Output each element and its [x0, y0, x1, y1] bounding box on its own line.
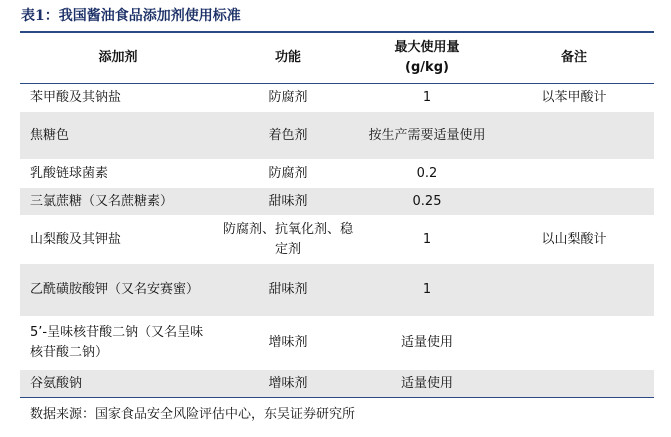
cell-function: 增味剂: [216, 317, 360, 370]
cell-function: 甜味剂: [216, 188, 360, 216]
cell-max: 1: [360, 216, 494, 264]
cell-max: 0.25: [360, 188, 494, 216]
header-max-usage-unit: (g/kg): [405, 60, 449, 75]
cell-note: 以山梨酸计: [494, 216, 654, 264]
cell-note: [494, 264, 654, 317]
table-row: [20, 264, 654, 317]
cell-function: 增味剂: [216, 370, 360, 398]
cell-note: [494, 317, 654, 370]
cell-max: 适量使用: [360, 317, 494, 370]
cell-function: 防腐剂: [216, 160, 360, 188]
cell-function: 防腐剂、抗氧化剂、稳定剂: [216, 216, 360, 264]
cell-additive: 焦糖色: [20, 112, 216, 160]
header-additive: 添加剂: [20, 33, 216, 84]
data-source-note: 数据来源：国家食品安全风险评估中心，东吴证券研究所: [30, 407, 356, 422]
cell-function: 着色剂: [216, 112, 360, 160]
additive-standards-table: [20, 33, 654, 398]
table-row: [20, 216, 654, 264]
cell-note: [494, 160, 654, 188]
header-function: 功能: [216, 33, 360, 84]
cell-note: 以苯甲酸计: [494, 84, 654, 112]
cell-note: [494, 112, 654, 160]
table-row: [20, 112, 654, 160]
cell-max: 适量使用: [360, 370, 494, 398]
cell-max: 0.2: [360, 160, 494, 188]
table-row: [20, 160, 654, 188]
cell-max: 按生产需要适量使用: [360, 112, 494, 160]
header-max-usage: [360, 33, 494, 84]
cell-max: 1: [360, 84, 494, 112]
cell-additive: 谷氨酸钠: [20, 370, 216, 398]
table-header-row: [20, 33, 654, 84]
cell-additive: 山梨酸及其钾盐: [20, 216, 216, 264]
table-row: [20, 370, 654, 398]
cell-additive: 5’-呈味核苷酸二钠（又名呈味核苷酸二钠）: [20, 317, 216, 370]
cell-additive: 乳酸链球菌素: [20, 160, 216, 188]
cell-function: 甜味剂: [216, 264, 360, 317]
table-row: [20, 188, 654, 216]
cell-max: 1: [360, 264, 494, 317]
cell-note: [494, 188, 654, 216]
cell-additive: 三氯蔗糖（又名蔗糖素）: [20, 188, 216, 216]
table-caption: 表1：我国酱油食品添加剂使用标准: [21, 8, 241, 24]
header-max-usage-line1: 最大使用量: [394, 40, 460, 55]
cell-note: [494, 370, 654, 398]
cell-additive: 乙酰磺胺酸钾（又名安赛蜜）: [20, 264, 216, 317]
header-note: 备注: [494, 33, 654, 84]
cell-additive: 苯甲酸及其钠盐: [20, 84, 216, 112]
cell-function: 防腐剂: [216, 84, 360, 112]
table-row: [20, 317, 654, 370]
table-row: [20, 84, 654, 112]
